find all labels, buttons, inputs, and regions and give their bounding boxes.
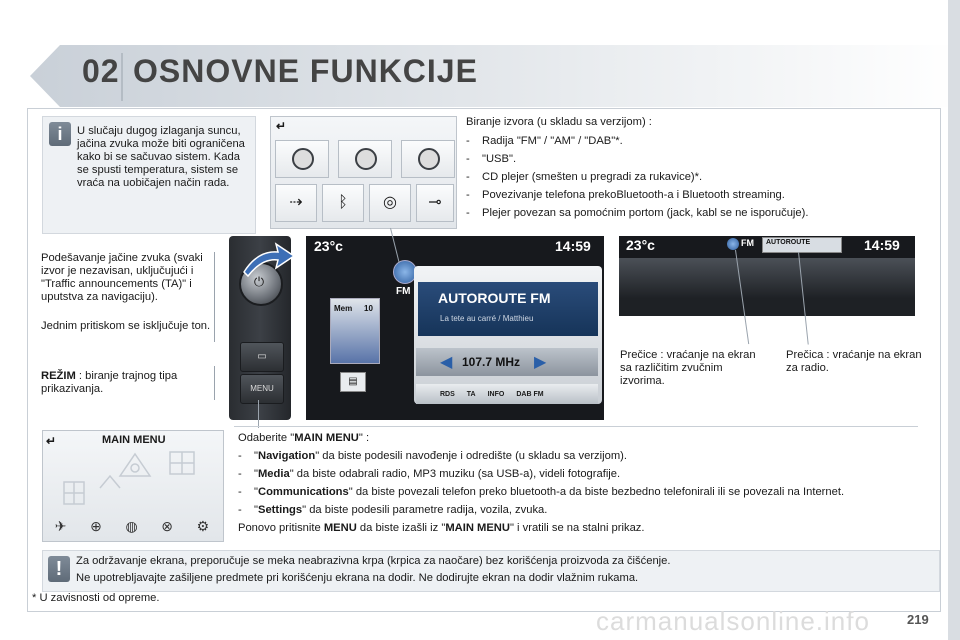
list-item: - Radija "FM" / "AM" / "DAB"*. [466,135,926,148]
mini-screen-sheen [619,258,915,316]
mute-description: Jednim pritiskom se isključuje ton. [41,320,211,332]
dab-fm-button[interactable]: DAB FM [516,390,544,398]
page-number: 219 [907,612,929,627]
volume-description: Podešavanje jačine zvuka (svaki izvor je nezavisan, uključujući i "Traffic announcements (TA)" i uputstva za navigaciju). [41,252,203,303]
list-item: - "Navigation" da biste podesili navođenje i odredište (u skladu sa verzijom). [238,450,928,463]
info-icon: i [49,122,71,146]
bottom-bar [416,384,598,404]
list-item: - "Media" da biste odabrali radio, MP3 muziku (sa USB-a), videli fotografije. [238,468,928,481]
usb-source-button[interactable] [275,184,317,222]
return-instruction: Ponovo pritisnite MENU da biste izašli iz "MAIN MENU" i vratili se na stalni prikaz. [238,522,645,534]
side-strip [948,0,960,640]
info-note-text: U slučaju dugog izlaganja suncu, jačina zvuka može biti ograničena kako bi se sačuvao sistem. Kada se spusti temperatura, sistem se vraća na uobičajen način rada. [77,125,245,189]
ta-button[interactable]: TA [466,390,476,398]
seek-down-button[interactable]: ◀ [440,354,453,371]
memory-list-button[interactable]: ▤ [340,372,366,392]
temperature-readout: 23°c [314,238,343,254]
aux-jack-icon: ⊸ [428,194,442,211]
bracket-line [214,252,215,342]
mini-globe-icon[interactable] [727,238,739,250]
usb-icon: ⇢ [289,194,303,211]
source-am-button[interactable] [338,140,392,178]
mode-description [41,370,211,396]
mode-button[interactable] [240,342,284,372]
list-item: - "Communications" da biste povezali telefon preko bluetooth-a da biste bezbedno telefonirali ili se povezali na Internet. [238,486,928,499]
warning-icon: ! [48,556,70,582]
bracket-line [214,366,215,400]
footnote: * U zavisnosti od opreme. [32,592,160,604]
info-button[interactable]: INFO [487,390,505,398]
source-section [466,116,926,225]
turn-arrow-icon [238,240,298,280]
aux-source-button[interactable] [416,184,454,222]
bluetooth-source-button[interactable] [322,184,364,222]
source-fm-button[interactable] [275,140,329,178]
section-divider [234,426,918,427]
mode-label: REŽIM [41,370,76,382]
list-item: - CD plejer (smešten u pregradi za rukavice)*. [466,171,926,184]
mini-station: AUTOROUTE [766,239,811,246]
main-menu-title: MAIN MENU [102,434,166,446]
source-dab-button[interactable] [401,140,455,178]
clock-readout: 14:59 [555,238,591,254]
radio-icon[interactable]: ◍ [125,517,138,534]
shortcut-radio-description: Prečica : vraćanje na ekran za radio. [786,349,922,374]
warning-line-1: Za održavanje ekrana, preporučuje se meka neabrazivna krpa (krpica za naočare) bez korišćenja proizvoda za čišćenje. [76,555,671,567]
band-label: FM [396,286,411,297]
menu-icon-bar [43,512,221,540]
cd-icon: ◎ [383,194,397,211]
memory-value: 10 [364,304,373,313]
menu-button[interactable]: MENU [240,374,284,404]
list-item: - "Settings" da biste podesili parametre radija, vozila, zvuka. [238,504,928,517]
shortcut-source-description: Prečice : vraćanje na ekran sa različitim zvučnim izvorima. [620,349,756,387]
station-name: AUTOROUTE FM [438,290,551,306]
main-menu-intro: Odaberite "MAIN MENU" : [238,432,370,444]
warning-text [76,555,926,585]
chapter-number: 02 [82,53,120,89]
list-item: - Plejer povezan sa pomoćnim portom (jack, kabl se ne isporučuje). [466,207,926,220]
mode-screen-icon: ▭ [257,351,267,362]
power-icon: ⏻ [253,274,265,289]
radiotext: La tete au carré / Matthieu [440,314,534,323]
seek-up-button[interactable]: ▶ [534,354,547,371]
watermark: carmanualsonline.info [596,606,870,636]
page-title: OSNOVNE FUNKCIJE [133,53,478,89]
callout-line [258,400,259,428]
source-intro: Biranje izvora (u skladu sa verzijom) : [466,116,652,128]
bluetooth-icon: ᛒ [338,194,348,211]
menu-background-icons [60,448,210,510]
list-item: - "USB". [466,153,926,166]
frequency-readout: 107.7 MHz [462,355,521,369]
mini-band[interactable]: FM [741,238,754,248]
back-arrow-icon[interactable]: ↵ [276,119,287,133]
navigation-icon[interactable]: ✈ [54,517,67,534]
menu-back-arrow-icon[interactable]: ↵ [46,434,57,448]
target-icon[interactable]: ⊕ [90,517,102,534]
rds-button[interactable]: RDS [440,390,455,398]
mini-clock: 14:59 [864,237,900,253]
main-menu-section [238,432,928,535]
list-item: - Povezivanje telefona prekoBluetooth-a i Bluetooth streaming. [466,189,926,202]
memory-label: Mem [334,304,353,313]
mini-temperature: 23°c [626,237,655,253]
warning-line-2: Ne upotrebljavajte zašiljene predmete pri korišćenju ekrana na dodir. Ne dodirujte ekran na dodir vlažnim rukama. [76,572,639,584]
mode-text: : biranje trajnog tipa prikazivanja. [41,370,178,395]
cd-source-button[interactable] [369,184,411,222]
settings-icon[interactable]: ⚙ [196,517,210,534]
globe-icon[interactable]: ⊗ [161,517,173,534]
